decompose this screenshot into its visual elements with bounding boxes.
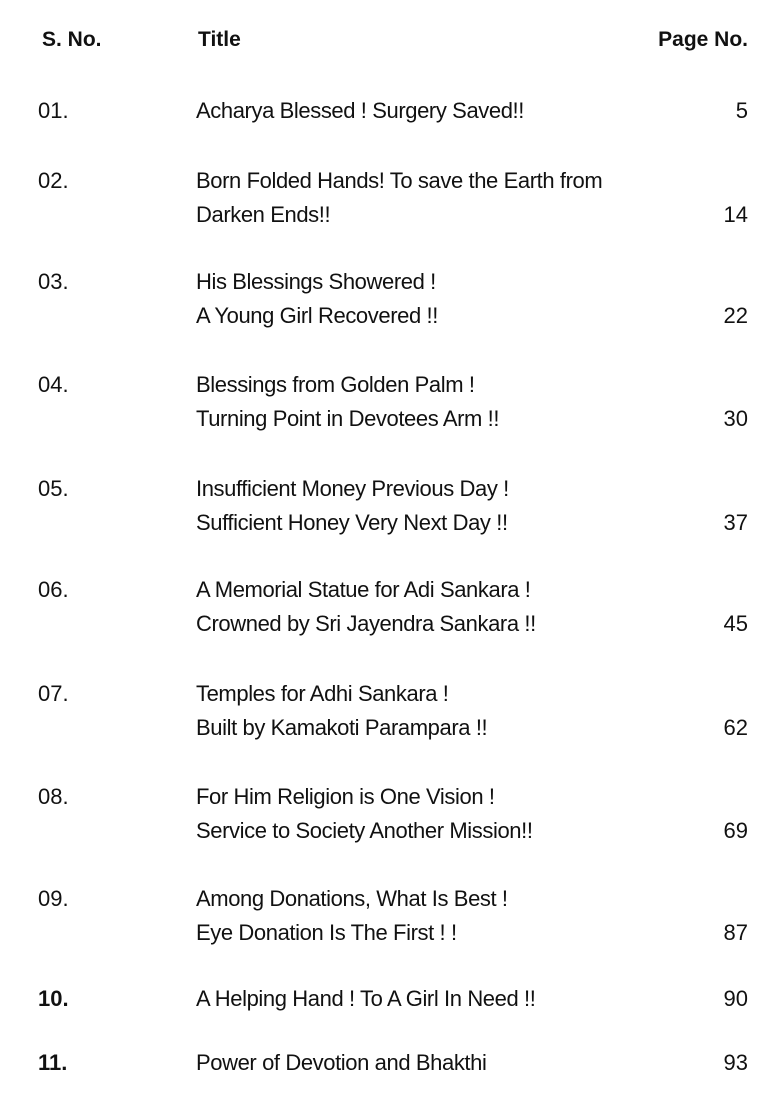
title-line: Temples for Adhi Sankara ! bbox=[196, 681, 449, 706]
row-number: 10. bbox=[38, 986, 69, 1011]
title-line: Sufficient Honey Very Next Day !! bbox=[196, 510, 508, 535]
title-line: Acharya Blessed ! Surgery Saved!! bbox=[196, 98, 524, 123]
row-number: 01. bbox=[38, 98, 69, 123]
title-line: A Young Girl Recovered !! bbox=[196, 303, 438, 328]
row-number: 04. bbox=[38, 372, 69, 397]
title-line: Service to Society Another Mission!! bbox=[196, 818, 533, 843]
row-page-number: 69 bbox=[723, 818, 748, 843]
row-title bbox=[196, 1046, 666, 1080]
row-page-number: 14 bbox=[723, 202, 748, 227]
row-page-number: 30 bbox=[723, 406, 748, 431]
row-title bbox=[196, 164, 666, 232]
row-title bbox=[196, 265, 666, 333]
row-number: 11. bbox=[38, 1050, 68, 1075]
row-page-number: 5 bbox=[735, 98, 748, 123]
row-title bbox=[196, 94, 666, 128]
header-sno: S. No. bbox=[42, 28, 102, 51]
row-number: 09. bbox=[38, 886, 69, 911]
row-page-number: 87 bbox=[723, 920, 748, 945]
row-number: 06. bbox=[38, 577, 69, 602]
title-line: Turning Point in Devotees Arm !! bbox=[196, 406, 500, 431]
row-title bbox=[196, 982, 666, 1016]
header-title: Title bbox=[198, 28, 241, 51]
title-line: Crowned by Sri Jayendra Sankara !! bbox=[196, 611, 536, 636]
title-line: Built by Kamakoti Parampara !! bbox=[196, 715, 488, 740]
row-number: 02. bbox=[38, 168, 69, 193]
row-page-number: 45 bbox=[723, 611, 748, 636]
row-page-number: 90 bbox=[723, 986, 748, 1011]
title-line: Power of Devotion and Bhakthi bbox=[196, 1050, 487, 1075]
row-page-number: 37 bbox=[723, 510, 748, 535]
row-title bbox=[196, 780, 666, 848]
title-line: Among Donations, What Is Best ! bbox=[196, 886, 508, 911]
title-line: A Memorial Statue for Adi Sankara ! bbox=[196, 577, 531, 602]
row-title bbox=[196, 677, 666, 745]
row-page-number: 62 bbox=[723, 715, 748, 740]
row-title bbox=[196, 472, 666, 540]
title-line: Eye Donation Is The First ! ! bbox=[196, 920, 457, 945]
row-number: 07. bbox=[38, 681, 69, 706]
title-line: Insufficient Money Previous Day ! bbox=[196, 476, 509, 501]
title-line: His Blessings Showered ! bbox=[196, 269, 436, 294]
title-line: Darken Ends!! bbox=[196, 202, 331, 227]
row-page-number: 93 bbox=[723, 1050, 748, 1075]
row-title bbox=[196, 368, 666, 436]
title-line: Born Folded Hands! To save the Earth from bbox=[196, 168, 603, 193]
row-number: 03. bbox=[38, 269, 69, 294]
row-number: 05. bbox=[38, 476, 69, 501]
title-line: Blessings from Golden Palm ! bbox=[196, 372, 475, 397]
header-page-no: Page No. bbox=[658, 28, 748, 51]
row-title bbox=[196, 573, 666, 641]
row-page-number: 22 bbox=[723, 303, 748, 328]
title-line: A Helping Hand ! To A Girl In Need !! bbox=[196, 986, 536, 1011]
row-title bbox=[196, 882, 666, 950]
title-line: For Him Religion is One Vision ! bbox=[196, 784, 495, 809]
row-number: 08. bbox=[38, 784, 69, 809]
